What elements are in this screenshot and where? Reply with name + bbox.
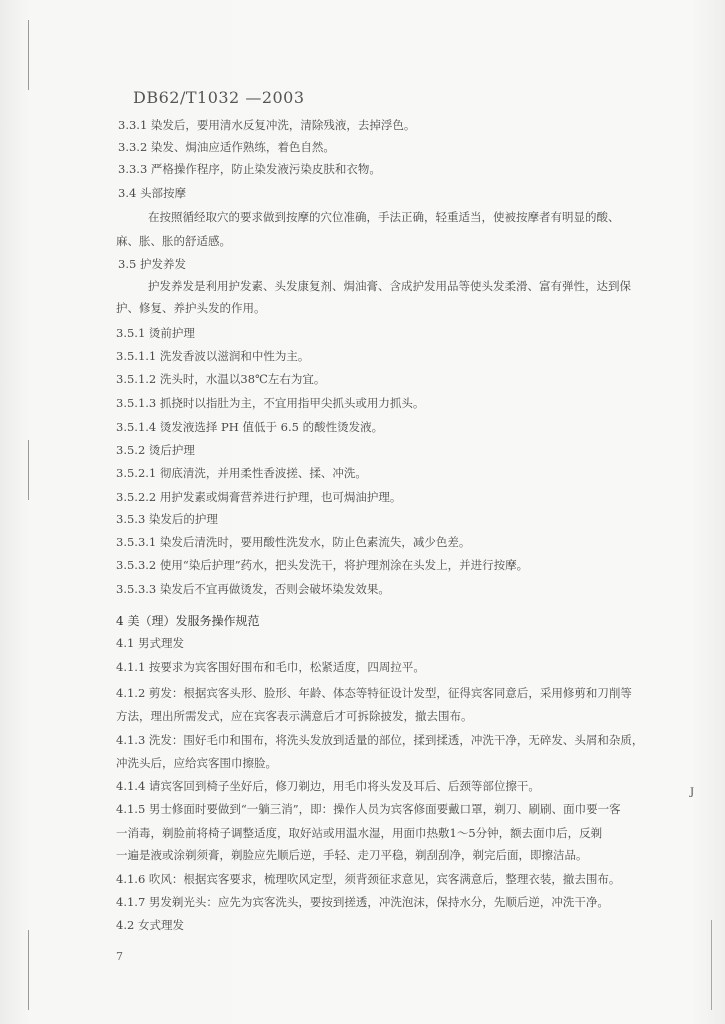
text-line: 4.1.5 男士修面时要做到“一躺三消”，即：操作人员为宾客修面要戴口罩，剃刀、刷刷、面巾要一客 [116,802,621,816]
right-edge-dash [711,920,712,1010]
text-line: 4.2 女式理发 [116,918,184,932]
text-line: 3.5.3 染发后的护理 [116,512,218,526]
text-line: 护发养发是利用护发素、头发康复剂、焗油膏、含成护发用品等使头发柔滑、富有弹性，达到保 [148,279,631,293]
text-line: 4.1.2 剪发：根据宾客头形、脸形、年龄、体态等特征设计发型，征得宾客同意后，采用修剪和刀削等 [116,686,632,700]
text-line: 3.5.2 烫后护理 [116,443,195,457]
page-number: 7 [116,950,123,963]
text-line: 3.5.1.1 洗发香波以滋润和中性为主。 [116,349,310,363]
margin-mark: J [690,787,695,798]
text-line: 3.5.3.1 染发后清洗时，要用酸性洗发水，防止色素流失，减少色差。 [116,535,471,549]
left-edge-dash [28,20,29,90]
text-line: 在按照循经取穴的要求做到按摩的穴位准确，手法正确，轻重适当，使被按摩者有明显的酸、 [148,210,620,224]
text-line: 4.1.7 男发剃光头：应先为宾客洗头，要按到搓透，冲洗泡沫，保持水分，先顺后逆，冲洗干净。 [116,895,609,909]
text-line: 4 美（理）发服务操作规范 [116,614,260,628]
text-line: 一消毒，剃脸前将椅子调整适度，取好站或用温水湿，用面巾热敷1～5分钟，额去面巾后，反剃 [116,826,603,840]
text-line: 3.5.1.4 烫发液选择 PH 值低于 6.5 的酸性烫发液。 [116,420,384,434]
text-line: 4.1.4 请宾客回到椅子坐好后，修刀剃边，用毛巾将头发及耳后、后颈等部位擦干。 [116,779,540,793]
text-line: 护、修复、养护头发的作用。 [116,301,266,315]
text-line: 麻、胀、胀的舒适感。 [116,234,231,248]
text-line: 3.5.2.1 彻底清洗，并用柔性香波搓、揉、冲洗。 [116,466,367,480]
text-line: 3.3.1 染发后，要用清水反复冲洗，清除残液，去掉浮色。 [118,118,416,132]
text-line: 3.5.1.3 抓挠时以指肚为主，不宜用指甲尖抓头或用力抓头。 [116,396,425,410]
text-line: 4.1.6 吹风：根据宾客要求，梳理吹风定型，须背颈征求意见，宾客满意后，整理衣装，撤去围布。 [116,872,621,886]
text-line: 一遍是液或涂剃须膏，剃脸应先顺后逆，手轻、走刀平稳，剃刮刮净，剃完后面，即擦洁品。 [116,848,588,862]
text-line: 3.5.1.2 洗头时，水温以38℃左右为宜。 [116,372,326,386]
text-line: 冲洗头后，应给宾客围巾擦脸。 [116,756,277,770]
text-line: 3.5.2.2 用护发素或焗膏营养进行护理，也可焗油护理。 [116,490,402,504]
text-line: 3.3.3 严格操作程序，防止染发液污染皮肤和衣物。 [118,162,381,176]
text-line: 4.1.3 洗发：围好毛巾和围布，将洗头发放到适量的部位，揉到揉透，冲洗干净，无碎发、头屑和杂质， [116,733,644,747]
text-line: 3.5.3.2 使用“染后护理”药水，把头发洗干，将护理剂涂在头发上，并进行按摩。 [116,558,529,572]
text-line: 3.5.1 烫前护理 [116,326,195,340]
text-line: 3.4 头部按摩 [118,186,186,200]
text-line: 3.3.2 染发、焗油应适作熟练，着色自然。 [118,140,335,154]
standard-code-header: DB62/T1032 —2003 [133,88,305,107]
text-line: 3.5.3.3 染发后不宜再做烫发，否则会破坏染发效果。 [116,582,390,596]
text-line: 4.1.1 按要求为宾客围好围布和毛巾，松紧适度，四周拉平。 [116,660,425,674]
text-line: 4.1 男式理发 [116,636,184,650]
left-edge-dash [28,440,29,500]
left-edge-dash [28,930,29,1010]
text-line: 3.5 护发养发 [118,257,186,271]
text-line: 方法，理出所需发式，应在宾客表示满意后才可拆除披发，撤去围布。 [116,709,473,723]
